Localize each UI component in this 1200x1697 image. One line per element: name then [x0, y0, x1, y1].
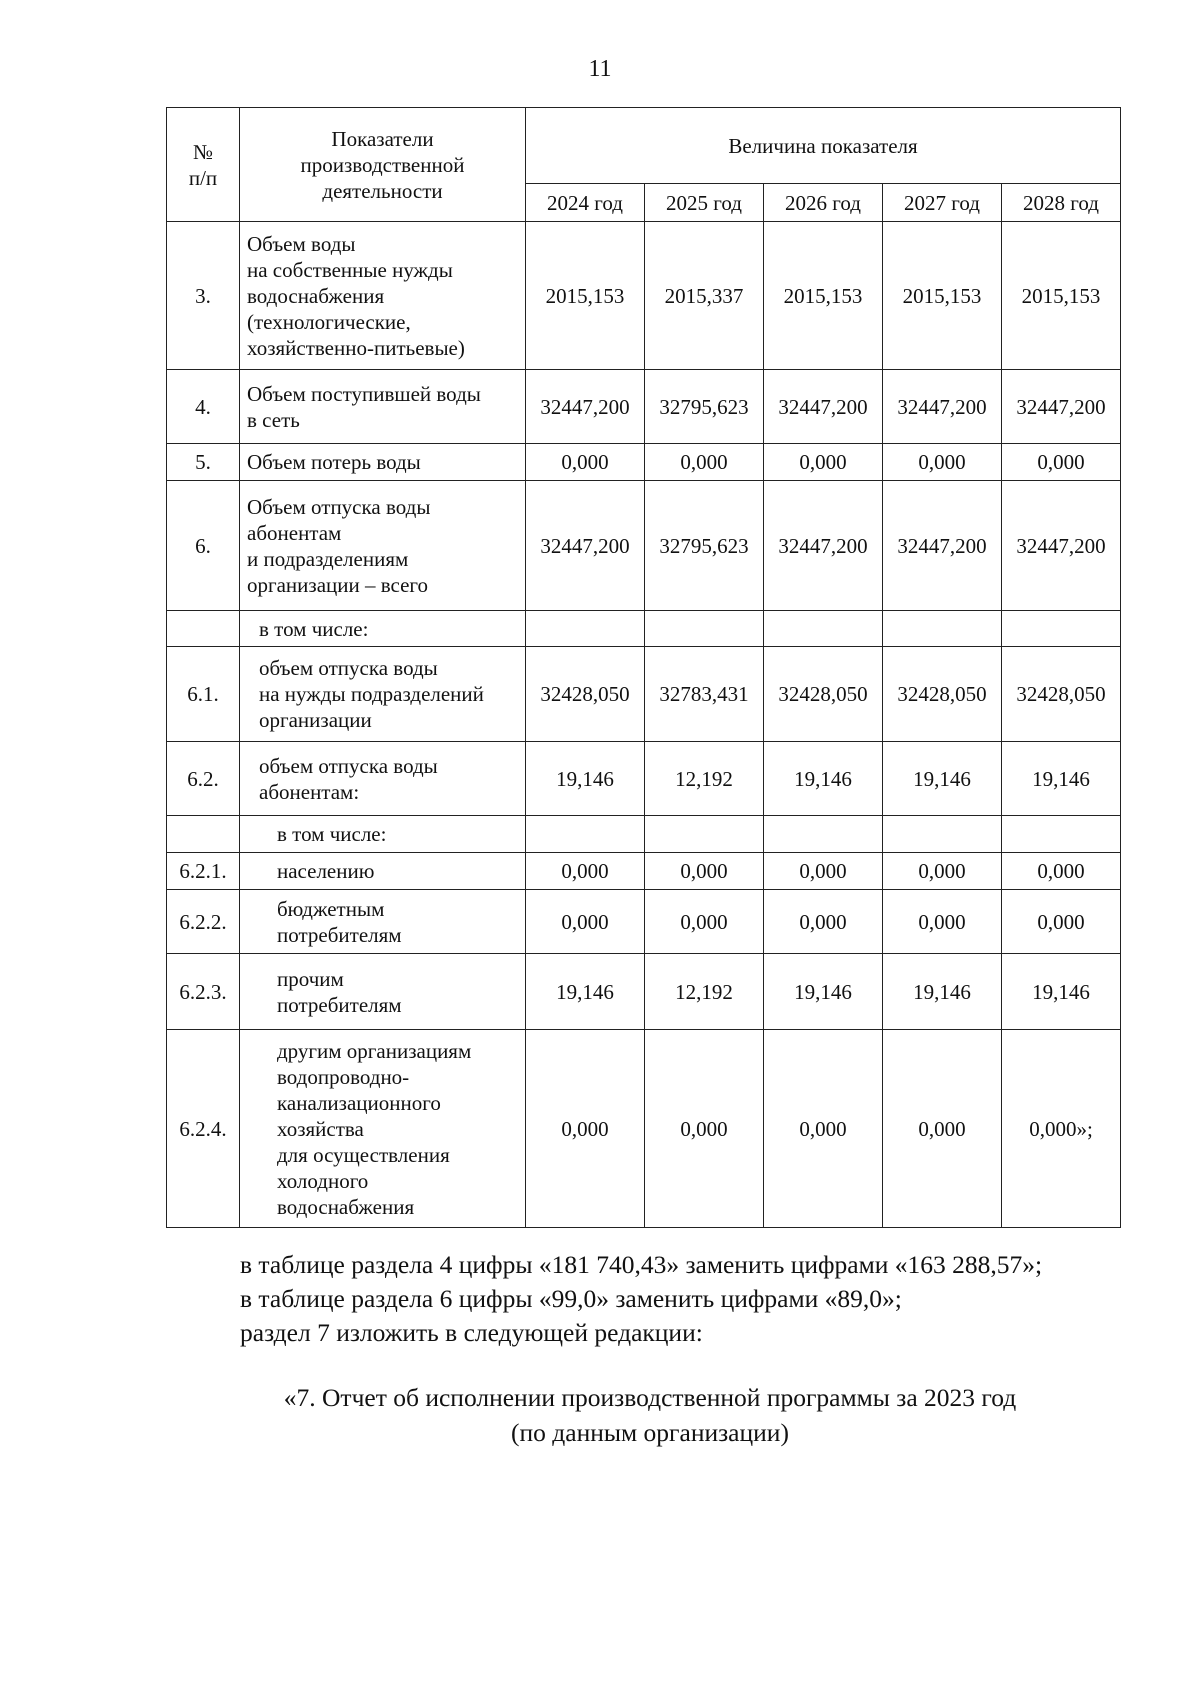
instruction-line: в таблице раздела 4 цифры «181 740,43» заменить цифрами «163 288,57»; — [240, 1250, 1043, 1279]
row-value-cell: 0,000 — [645, 444, 764, 481]
row-value-cell — [883, 816, 1002, 853]
row-value-cell: 19,146 — [883, 742, 1002, 816]
row-value-cell: 0,000 — [645, 1030, 764, 1228]
row-indicator-name — [240, 890, 526, 954]
indicator-label: населению — [277, 859, 375, 883]
row-value-cell: 0,000 — [883, 444, 1002, 481]
indicator-label: бюджетным потребителям — [277, 896, 402, 947]
table-row — [167, 444, 1121, 481]
row-value-cell — [764, 816, 883, 853]
row-value-cell: 32428,050 — [764, 647, 883, 742]
row-value-cell — [645, 611, 764, 647]
row-number — [167, 611, 240, 647]
row-value-cell: 0,000 — [526, 1030, 645, 1228]
instruction-line: в таблице раздела 6 цифры «99,0» заменить цифрами «89,0»; — [240, 1284, 902, 1313]
row-indicator-name — [240, 1030, 526, 1228]
section-heading — [180, 1380, 1120, 1450]
section-heading-line1: «7. Отчет об исполнении производственной программы за 2023 год — [283, 1383, 1017, 1412]
row-value-cell: 0,000 — [883, 1030, 1002, 1228]
row-value-cell: 0,000»; — [1002, 1030, 1121, 1228]
header-value-group: Величина показателя — [526, 108, 1121, 184]
table-row — [167, 954, 1121, 1030]
row-value-cell: 12,192 — [645, 742, 764, 816]
row-value-cell: 0,000 — [764, 1030, 883, 1228]
row-value-cell: 2015,153 — [764, 222, 883, 370]
instruction-line: раздел 7 изложить в следующей редакции: — [240, 1318, 703, 1347]
row-value-cell: 32447,200 — [1002, 481, 1121, 611]
header-year: 2026 год — [764, 184, 883, 222]
row-value-cell: 19,146 — [526, 954, 645, 1030]
row-value-cell: 2015,153 — [1002, 222, 1121, 370]
table-row — [167, 816, 1121, 853]
row-value-cell: 2015,153 — [526, 222, 645, 370]
row-indicator-name — [240, 742, 526, 816]
row-number: 6.2.1. — [167, 853, 240, 890]
row-indicator-name — [240, 370, 526, 444]
row-value-cell: 0,000 — [764, 444, 883, 481]
header-year: 2025 год — [645, 184, 764, 222]
row-value-cell: 32428,050 — [1002, 647, 1121, 742]
row-value-cell: 32795,623 — [645, 370, 764, 444]
row-value-cell: 32428,050 — [883, 647, 1002, 742]
row-value-cell: 0,000 — [526, 853, 645, 890]
row-value-cell — [1002, 816, 1121, 853]
indicator-label: Объем воды на собственные нужды водоснабжения (технологические, хозяйственно-питьевые) — [247, 231, 465, 360]
row-number: 6.2.3. — [167, 954, 240, 1030]
row-indicator-name — [240, 816, 526, 853]
row-indicator-name — [240, 853, 526, 890]
row-value-cell: 0,000 — [645, 890, 764, 954]
row-value-cell: 32783,431 — [645, 647, 764, 742]
row-value-cell: 19,146 — [1002, 954, 1121, 1030]
row-value-cell: 32447,200 — [883, 370, 1002, 444]
indicator-label: Объем отпуска воды абонентам и подразделениям организации – всего — [247, 494, 431, 597]
row-number: 6.2.4. — [167, 1030, 240, 1228]
row-value-cell: 2015,153 — [883, 222, 1002, 370]
table-row — [167, 647, 1121, 742]
row-value-cell: 19,146 — [526, 742, 645, 816]
table-row — [167, 742, 1121, 816]
header-number: № п/п — [167, 108, 240, 222]
header-year: 2024 год — [526, 184, 645, 222]
indicator-label: другим организациям водопроводно- канализационного хозяйства для осуществления холодного водоснабжения — [277, 1038, 472, 1219]
row-indicator-name — [240, 222, 526, 370]
page-number: 11 — [588, 56, 612, 82]
row-value-cell: 32447,200 — [526, 370, 645, 444]
row-number: 6.1. — [167, 647, 240, 742]
row-indicator-name — [240, 954, 526, 1030]
row-value-cell: 12,192 — [645, 954, 764, 1030]
row-indicator-name — [240, 444, 526, 481]
table-row — [167, 853, 1121, 890]
header-indicator: Показатели производственной деятельности — [240, 108, 526, 222]
row-value-cell: 19,146 — [883, 954, 1002, 1030]
row-number: 4. — [167, 370, 240, 444]
indicator-label: Объем поступившей воды в сеть — [247, 381, 481, 432]
table-row — [167, 890, 1121, 954]
row-value-cell: 0,000 — [1002, 890, 1121, 954]
row-value-cell: 19,146 — [764, 742, 883, 816]
row-value-cell: 0,000 — [526, 890, 645, 954]
row-value-cell: 0,000 — [764, 890, 883, 954]
row-number: 6.2. — [167, 742, 240, 816]
row-value-cell: 0,000 — [526, 444, 645, 481]
header-year: 2028 год — [1002, 184, 1121, 222]
row-value-cell: 2015,337 — [645, 222, 764, 370]
table-row — [167, 611, 1121, 647]
row-value-cell — [645, 816, 764, 853]
amendment-instructions — [240, 1248, 1140, 1350]
row-value-cell: 0,000 — [883, 853, 1002, 890]
row-value-cell: 32795,623 — [645, 481, 764, 611]
row-value-cell: 32447,200 — [1002, 370, 1121, 444]
row-value-cell: 32428,050 — [526, 647, 645, 742]
row-value-cell: 0,000 — [645, 853, 764, 890]
row-value-cell: 0,000 — [1002, 444, 1121, 481]
row-number: 5. — [167, 444, 240, 481]
row-value-cell: 19,146 — [764, 954, 883, 1030]
indicator-label: Объем потерь воды — [247, 450, 421, 474]
row-indicator-name — [240, 481, 526, 611]
table-body — [167, 222, 1121, 1228]
row-value-cell: 32447,200 — [526, 481, 645, 611]
indicator-label: в том числе: — [277, 822, 387, 846]
row-value-cell — [526, 816, 645, 853]
table-header — [167, 108, 1121, 222]
indicator-label: объем отпуска воды абонентам: — [259, 753, 438, 804]
row-value-cell: 0,000 — [764, 853, 883, 890]
row-value-cell — [764, 611, 883, 647]
indicator-label: в том числе: — [259, 616, 369, 641]
production-indicators-table — [166, 107, 1121, 1228]
row-value-cell: 32447,200 — [764, 481, 883, 611]
row-indicator-name — [240, 611, 526, 647]
table-row — [167, 1030, 1121, 1228]
indicator-label: прочим потребителям — [277, 966, 402, 1017]
row-value-cell: 32447,200 — [764, 370, 883, 444]
row-number: 3. — [167, 222, 240, 370]
row-number: 6.2.2. — [167, 890, 240, 954]
header-year: 2027 год — [883, 184, 1002, 222]
row-number: 6. — [167, 481, 240, 611]
row-value-cell: 32447,200 — [883, 481, 1002, 611]
table-row — [167, 222, 1121, 370]
row-value-cell: 0,000 — [883, 890, 1002, 954]
row-value-cell — [526, 611, 645, 647]
row-value-cell: 19,146 — [1002, 742, 1121, 816]
row-number — [167, 816, 240, 853]
row-value-cell: 0,000 — [1002, 853, 1121, 890]
table-row — [167, 481, 1121, 611]
row-indicator-name — [240, 647, 526, 742]
table-row — [167, 370, 1121, 444]
row-value-cell — [883, 611, 1002, 647]
row-value-cell — [1002, 611, 1121, 647]
indicator-label: объем отпуска воды на нужды подразделений организации — [259, 656, 484, 732]
section-heading-line2: (по данным организации) — [511, 1418, 789, 1447]
